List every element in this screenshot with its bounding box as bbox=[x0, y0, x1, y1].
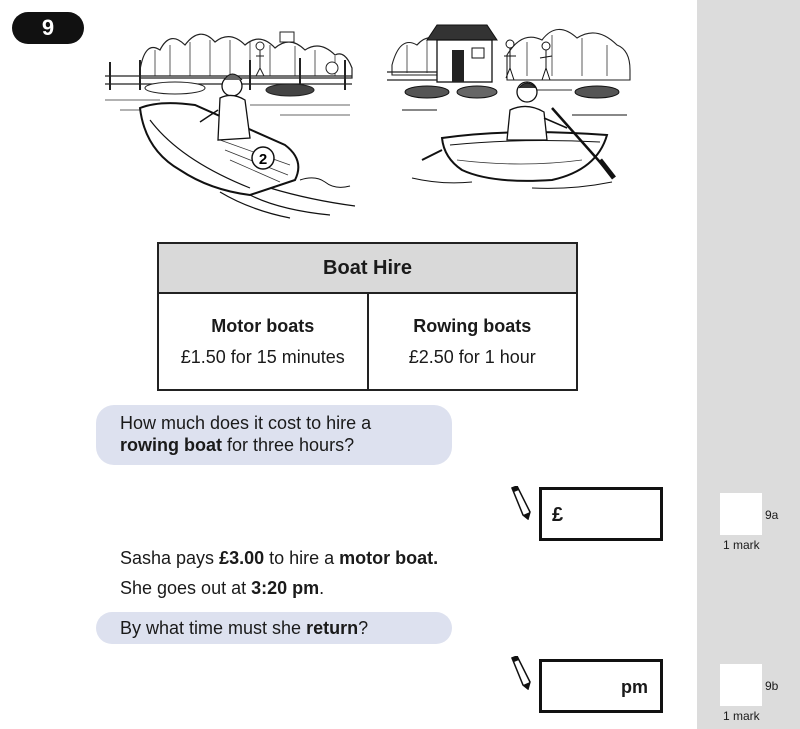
mark-id-9a: 9a bbox=[765, 508, 779, 522]
statement1-boat: motor boat. bbox=[339, 548, 439, 568]
question-number-badge: 9 bbox=[12, 12, 84, 44]
pm-suffix: pm bbox=[621, 677, 648, 697]
motor-boat-illustration bbox=[100, 10, 365, 220]
statement-payment bbox=[120, 548, 438, 569]
mark-box-9b bbox=[720, 664, 762, 706]
question-9a-line1: How much does it cost to hire a bbox=[120, 413, 372, 433]
mark-label-9b: 1 mark bbox=[723, 709, 760, 723]
table-title: Boat Hire bbox=[158, 243, 577, 293]
statement-start-time bbox=[120, 578, 324, 599]
statement2-pre: She goes out at bbox=[120, 578, 252, 598]
statement1-pre: Sasha pays bbox=[120, 548, 220, 568]
mark-box-9a bbox=[720, 493, 762, 535]
svg-text:2: 2 bbox=[258, 151, 268, 168]
question-9b-bold: return bbox=[306, 618, 359, 638]
answer-9a-box[interactable] bbox=[539, 487, 663, 541]
rowing-boats-price: £2.50 for 1 hour bbox=[408, 346, 536, 367]
boat-hire-table bbox=[157, 242, 578, 391]
question-9b-post: ? bbox=[358, 618, 369, 638]
currency-prefix: £ bbox=[552, 504, 564, 526]
question-9a-bold: rowing boat bbox=[120, 435, 222, 455]
statement1-amount: £3.00 bbox=[219, 548, 265, 568]
motor-boats-heading: Motor boats bbox=[211, 315, 315, 336]
statement2-time: 3:20 pm bbox=[251, 578, 320, 598]
question-9b-bubble bbox=[96, 612, 452, 644]
question-9a-line2 bbox=[120, 434, 452, 456]
mark-label-9a: 1 mark bbox=[723, 538, 760, 552]
rowing-boat-illustration bbox=[382, 10, 632, 195]
question-9a-rest: for three hours? bbox=[222, 435, 355, 455]
statement2-post: . bbox=[319, 578, 325, 598]
motor-boats-cell bbox=[158, 293, 368, 390]
question-9a-bubble bbox=[96, 405, 452, 465]
question-9b-pre: By what time must she bbox=[120, 618, 307, 638]
motor-boats-price: £1.50 for 15 minutes bbox=[180, 346, 345, 367]
mark-id-9b: 9b bbox=[765, 679, 779, 693]
marking-margin bbox=[697, 0, 800, 729]
pencil-icon bbox=[508, 486, 532, 520]
rowing-boats-cell bbox=[368, 293, 578, 390]
rowing-boats-heading: Rowing boats bbox=[413, 315, 532, 336]
statement1-mid: to hire a bbox=[264, 548, 340, 568]
pencil-icon bbox=[508, 656, 532, 690]
answer-9b-box[interactable] bbox=[539, 659, 663, 713]
